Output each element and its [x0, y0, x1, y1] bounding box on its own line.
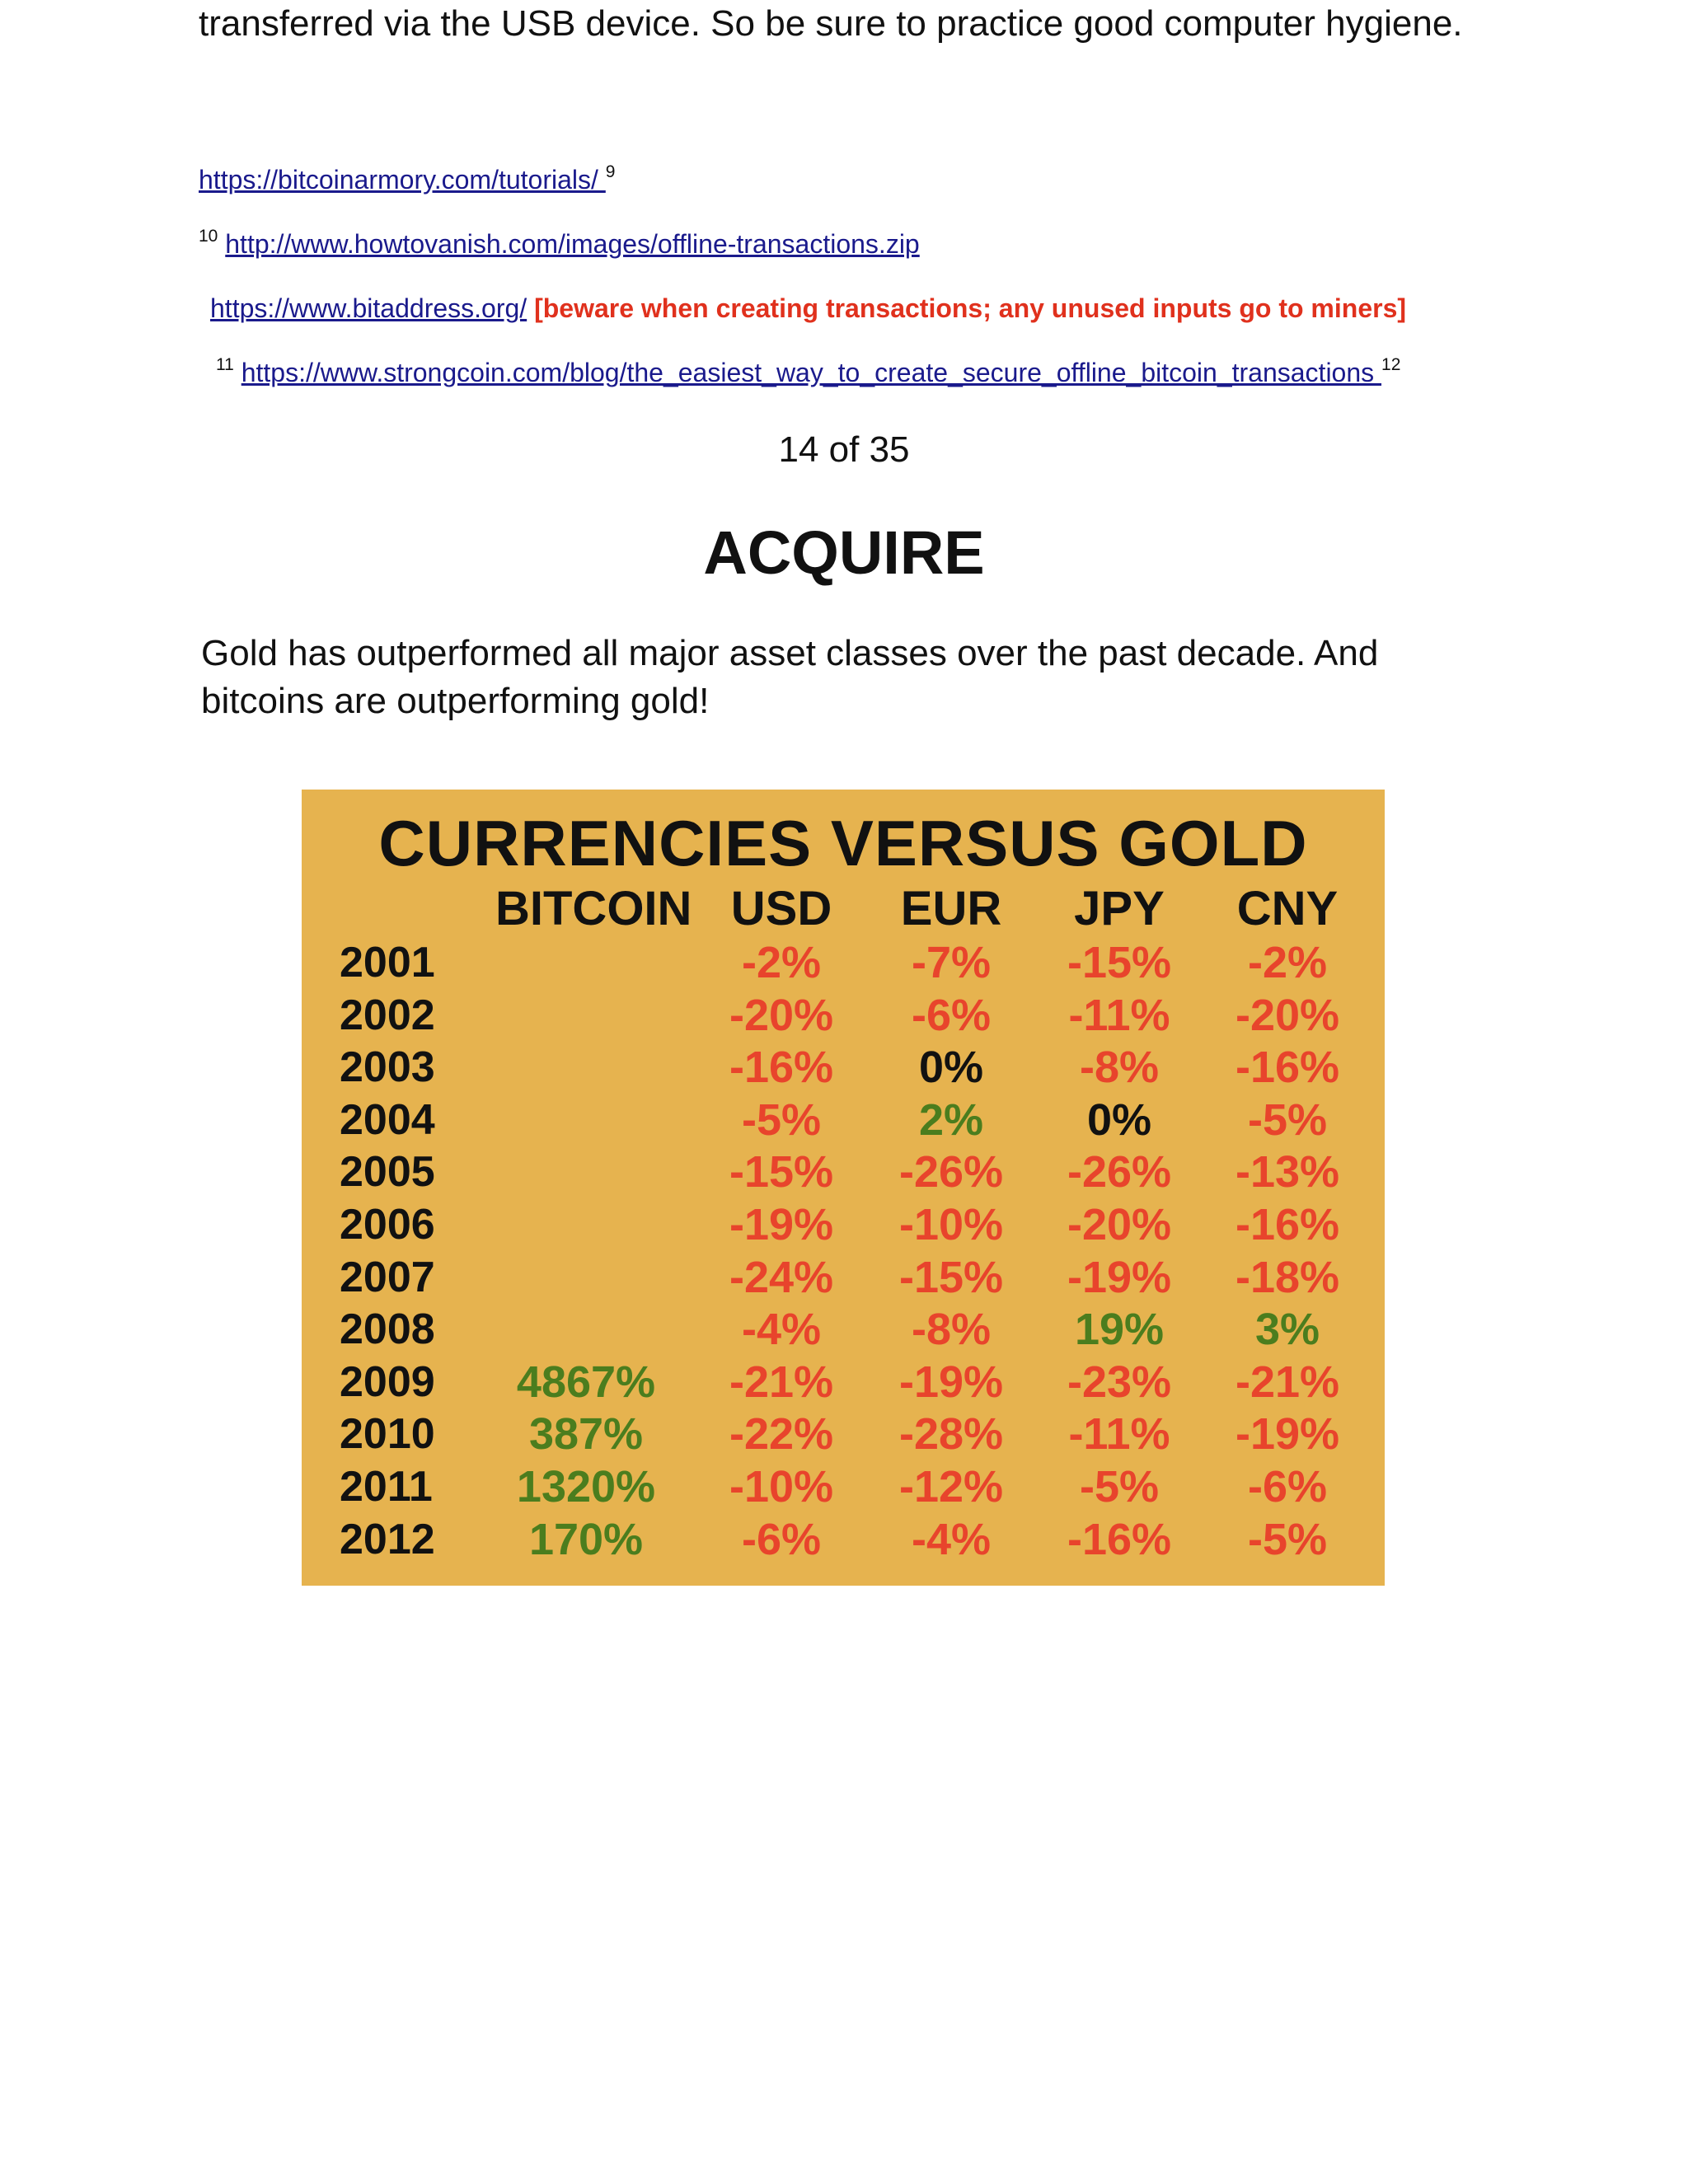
table-cell: -21%	[1235, 1357, 1340, 1407]
table-row	[302, 1198, 1385, 1251]
table-cell: -12%	[898, 1462, 1004, 1511]
column-header-bitcoin: BITCOIN	[495, 882, 692, 935]
table-cell: -10%	[729, 1462, 834, 1511]
footnote-link[interactable]: https://www.bitaddress.org/	[210, 293, 528, 323]
footnote-strongcoin	[216, 356, 1400, 389]
section-heading: ACQUIRE	[703, 518, 985, 587]
table-cell: -4%	[741, 1305, 822, 1355]
table-row	[302, 1146, 1385, 1198]
year-label: 2003	[340, 1043, 435, 1092]
table-row	[302, 1041, 1385, 1094]
table-cell: -5%	[1247, 1514, 1328, 1564]
footnote-warning: [beware when creating transactions; any unused inputs go to miners]	[527, 293, 1407, 323]
table-row	[302, 1303, 1385, 1356]
column-header-jpy: JPY	[1074, 882, 1165, 935]
year-label: 2002	[340, 991, 435, 1039]
table-cell: 3%	[1254, 1305, 1320, 1355]
table-cell: -5%	[741, 1094, 822, 1145]
year-label: 2006	[340, 1201, 435, 1249]
table-cell: -7%	[911, 938, 992, 987]
year-label: 2008	[340, 1305, 435, 1354]
intro-paragraph: transferred via the USB device. So be sure to practice good computer hygiene.	[199, 3, 1463, 44]
table-row	[302, 989, 1385, 1042]
table-row	[302, 1094, 1385, 1146]
table-cell: -19%	[1235, 1409, 1340, 1460]
table-row	[302, 1356, 1385, 1408]
footnote-post: 12	[1381, 355, 1401, 374]
column-header-cny: CNY	[1236, 882, 1339, 935]
footnote-howtovanish	[199, 227, 920, 260]
table-cell: -2%	[1247, 938, 1328, 987]
table-cell: -4%	[911, 1514, 992, 1564]
table-cell: -24%	[729, 1252, 834, 1302]
footnote-marker: 9	[605, 162, 616, 181]
table-cell: -8%	[1079, 1043, 1160, 1093]
column-header-eur: EUR	[900, 882, 1002, 935]
table-cell: 1320%	[516, 1462, 656, 1511]
footnote-link[interactable]: https://bitcoinarmory.com/tutorials/	[199, 165, 606, 194]
year-label: 2005	[340, 1148, 435, 1197]
table-cell: -26%	[1067, 1147, 1172, 1197]
year-label: 2011	[340, 1463, 433, 1511]
table-row	[302, 936, 1385, 989]
table-cell: 387%	[528, 1409, 644, 1460]
table-cell: -2%	[741, 938, 822, 987]
table-cell: -16%	[729, 1043, 834, 1093]
table-cell: -11%	[1068, 1409, 1170, 1460]
footnote-bitaddress	[210, 292, 1406, 325]
footnote-link[interactable]: http://www.howtovanish.com/images/offline-transactions.zip	[225, 229, 920, 259]
table-cell: -15%	[898, 1252, 1004, 1302]
table-cell: -20%	[1235, 990, 1340, 1040]
table-cell: -19%	[1067, 1252, 1172, 1302]
table-cell: -6%	[741, 1514, 822, 1564]
table-cell: 0%	[918, 1043, 984, 1093]
table-title: CURRENCIES VERSUS GOLD	[378, 807, 1308, 879]
table-cell: -20%	[1067, 1200, 1172, 1249]
table-cell: -18%	[1235, 1252, 1340, 1302]
year-label: 2010	[340, 1410, 435, 1459]
footnote-armory	[199, 163, 615, 196]
body-paragraph: Gold has outperformed all major asset classes over the past decade. And bitcoins are outperforming gold!	[201, 633, 1379, 721]
table-cell: -16%	[1235, 1200, 1340, 1249]
table-cell: -28%	[898, 1409, 1004, 1460]
table-cell: -15%	[729, 1147, 834, 1197]
table-cell: -6%	[1247, 1462, 1328, 1511]
footnote-marker: 11	[216, 355, 234, 374]
table-cell: -20%	[729, 990, 834, 1040]
table-row	[302, 1251, 1385, 1304]
table-cell: 19%	[1074, 1305, 1165, 1355]
table-cell: 170%	[528, 1514, 644, 1564]
table-cell: -8%	[911, 1305, 992, 1355]
table-row	[302, 1460, 1385, 1513]
year-label: 2001	[340, 939, 435, 987]
column-header-usd: USD	[730, 882, 832, 935]
footnote-marker: 10	[199, 227, 218, 246]
table-row	[302, 1513, 1385, 1566]
table-cell: 0%	[1086, 1094, 1152, 1145]
page-number: 14 of 35	[778, 429, 910, 470]
year-label: 2012	[340, 1515, 435, 1563]
table-cell: 2%	[918, 1094, 984, 1145]
table-cell: 4867%	[516, 1357, 656, 1407]
table-cell: -5%	[1079, 1462, 1160, 1511]
table-cell: -13%	[1235, 1147, 1340, 1197]
year-label: 2004	[340, 1095, 435, 1144]
footnote-link[interactable]: https://www.strongcoin.com/blog/the_easiest_way_to_create_secure_offline_bitcoin_transactions	[241, 358, 1382, 387]
table-row	[302, 1408, 1385, 1460]
year-label: 2009	[340, 1357, 435, 1406]
table-cell: -26%	[898, 1147, 1004, 1197]
table-cell: -15%	[1067, 938, 1172, 987]
table-cell: -11%	[1068, 990, 1170, 1040]
table-cell: -16%	[1235, 1043, 1340, 1093]
table-cell: -6%	[911, 990, 992, 1040]
table-cell: -19%	[898, 1357, 1004, 1407]
table-cell: -16%	[1067, 1514, 1172, 1564]
table-cell: -21%	[729, 1357, 834, 1407]
table-cell: -22%	[729, 1409, 834, 1460]
table-cell: -5%	[1247, 1094, 1328, 1145]
table-cell: -19%	[729, 1200, 834, 1249]
year-label: 2007	[340, 1253, 435, 1301]
table-cell: -10%	[898, 1200, 1004, 1249]
table-cell: -23%	[1067, 1357, 1172, 1407]
currencies-vs-gold-table	[302, 790, 1385, 1586]
